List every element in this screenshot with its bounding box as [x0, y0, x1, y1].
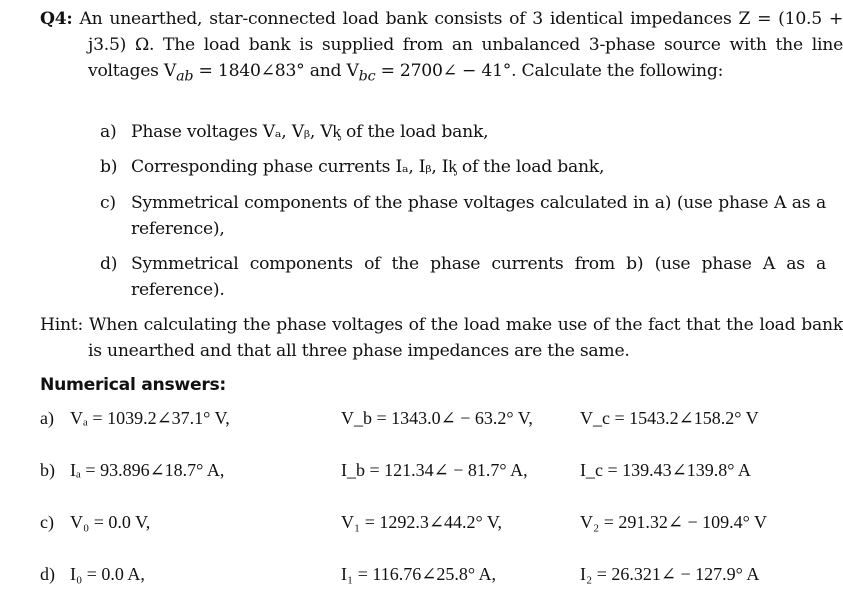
- answer-d-col2: I₁ = 116.76∠25.8° A,: [341, 564, 497, 584]
- answer-label-b: b): [40, 460, 55, 480]
- answer-c-col2: V₁ = 1292.3∠44.2° V,: [341, 512, 503, 532]
- item-label: d): [100, 254, 118, 274]
- answer-label-c: c): [40, 512, 54, 532]
- question-paragraph: [40, 6, 843, 89]
- question-intro-1: An unearthed, star-connected load bank consists of 3 identical impedances: [79, 9, 732, 29]
- question-item-c: [100, 190, 826, 242]
- hint-paragraph: Hint: When calculating the phase voltages of the load make use of the fact that the load bank is unearthed and that all three phase impedances are the same.: [40, 315, 843, 361]
- item-label: b): [100, 157, 118, 177]
- answer-d-col3: I₂ = 26.321∠ − 127.9° A: [580, 564, 760, 584]
- answer-d-col1: I₀ = 0.0 A,: [70, 564, 145, 584]
- answer-b-col1: Iₐ = 93.896∠18.7° A,: [70, 460, 225, 480]
- vbc-value: = 2700∠ − 41°. Calculate the following:: [375, 61, 724, 81]
- answer-label-a: a): [40, 408, 54, 428]
- numerical-answers-title: Numerical answers:: [40, 375, 226, 395]
- vab-subscript: ab: [176, 68, 194, 85]
- question-item-d: [100, 251, 826, 303]
- vbc-subscript: bc: [358, 68, 376, 85]
- question-number: Q4:: [40, 9, 73, 29]
- item-label: a): [100, 122, 117, 142]
- answer-a-col3: V_c = 1543.2∠158.2° V: [580, 408, 759, 428]
- answer-label-d: d): [40, 564, 55, 584]
- item-text: Symmetrical components of the phase voltages calculated in a) (use phase A as a reference),: [131, 193, 826, 239]
- answer-a-col1: Vₐ = 1039.2∠37.1° V,: [70, 408, 230, 428]
- item-text: Phase voltages Vₐ, Vᵦ, Vᶄ of the load bank,: [131, 122, 489, 142]
- question-intro-2: Z = (10.5 + j3.5) Ω. The load bank is supplied from an unbalanced 3-phase source with the line voltages $V_{ab}$ = 1840∠83° and $V_{bc}$ = 2700∠ − 41°. Calculate the following:: [88, 9, 843, 85]
- vab-value: = 1840∠83° and V: [193, 61, 359, 81]
- item-text: Symmetrical components of the phase currents from b) (use phase A as a reference).: [131, 254, 826, 300]
- item-text: Corresponding phase currents Iₐ, Iᵦ, Iᶄ of the load bank,: [131, 157, 605, 177]
- answer-c-col3: V₂ = 291.32∠ − 109.4° V: [580, 512, 768, 532]
- answer-b-col3: I_c = 139.43∠139.8° A: [580, 460, 751, 480]
- answer-c-col1: V₀ = 0.0 V,: [70, 512, 151, 532]
- item-label: c): [100, 193, 116, 213]
- question-item-a: [100, 119, 826, 145]
- answer-a-col2: V_b = 1343.0∠ − 63.2° V,: [341, 408, 533, 428]
- answer-b-col2: I_b = 121.34∠ − 81.7° A,: [341, 460, 528, 480]
- question-item-b: [100, 154, 826, 180]
